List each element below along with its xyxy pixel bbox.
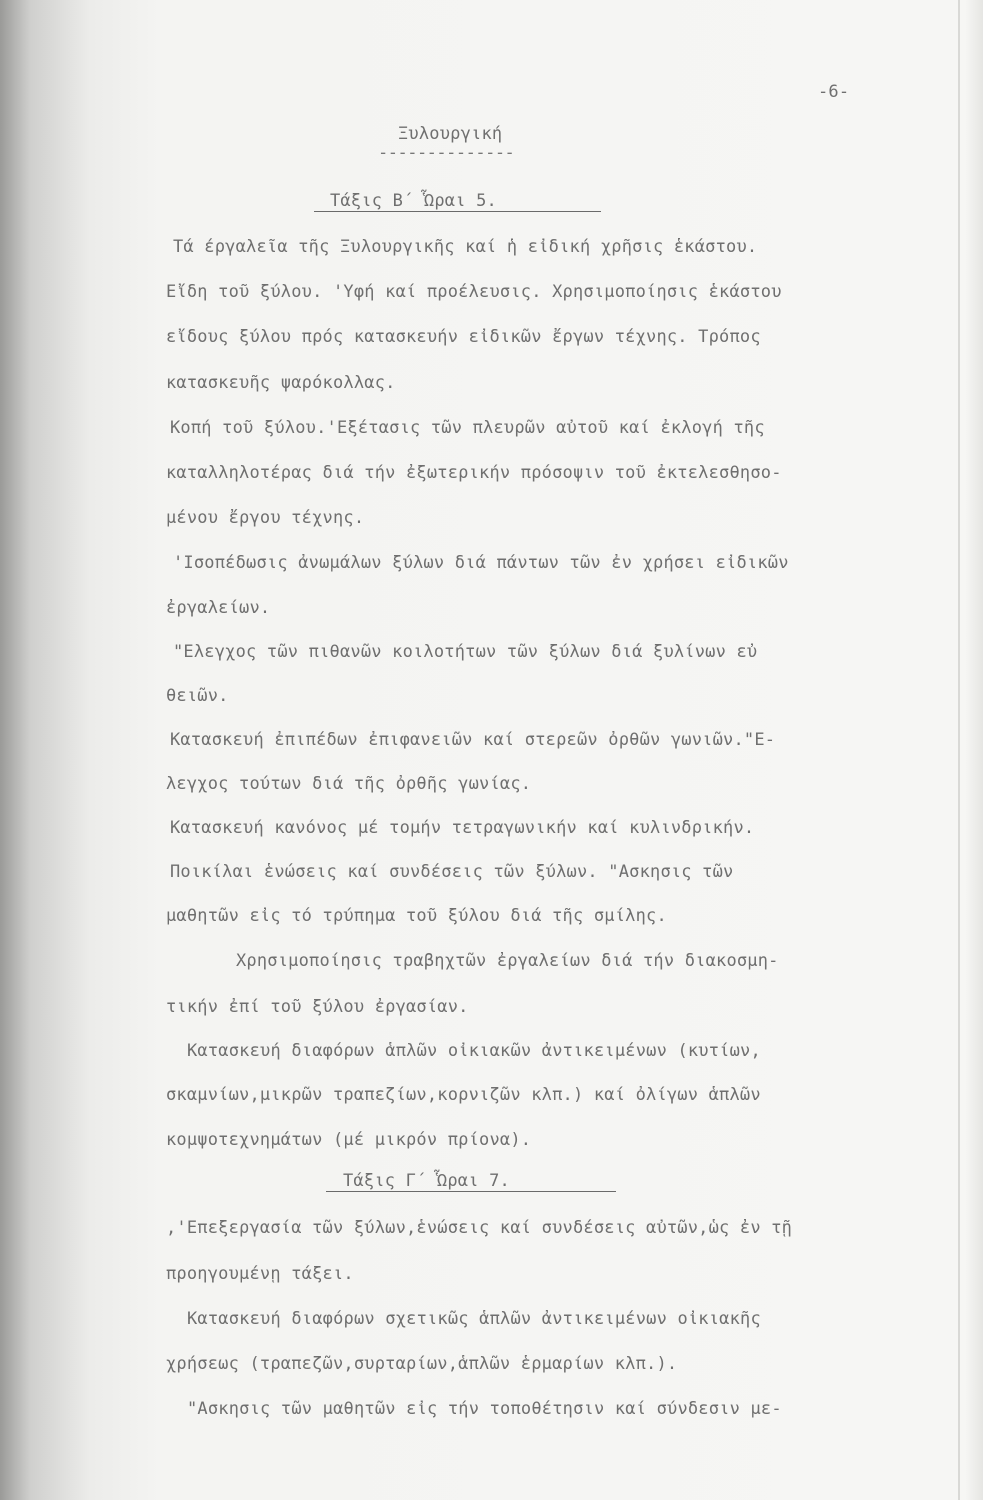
text-line: προηγουμένῃ τάξει. bbox=[166, 1264, 354, 1284]
text-line: "Ελεγχος τῶν πιθανῶν κοιλοτήτων τῶν ξύλων διά ξυλίνων εὐ bbox=[173, 642, 758, 662]
text-line: Ποικίλαι ἑνώσεις καί συνδέσεις τῶν ξύλων. "Ασκησις τῶν bbox=[170, 862, 734, 882]
page-edge-line bbox=[958, 0, 960, 1500]
text-line: τικήν ἐπί τοῦ ξύλου ἐργασίαν. bbox=[166, 997, 469, 1017]
text-line: Κοπή τοῦ ξύλου.'Εξέτασις τῶν πλευρῶν αὐτοῦ καί ἐκλογή τῆς bbox=[170, 418, 765, 438]
text-line: καταλληλοτέρας διά τήν ἐξωτερικήν πρόσοψιν τοῦ ἐκτελεσθησο- bbox=[166, 463, 782, 483]
page-title: Ξυλουργική bbox=[398, 124, 503, 144]
text-line: ἐργαλείων. bbox=[166, 598, 271, 618]
text-line: κομψοτεχνημάτων (μέ μικρόν πρίονα). bbox=[166, 1130, 532, 1150]
text-line: Κατασκευή διαφόρων ἁπλῶν οἰκιακῶν ἀντικειμένων (κυτίων, bbox=[187, 1041, 761, 1061]
text-line: μένου ἔργου τέχνης. bbox=[166, 508, 365, 528]
bleed-through-mark bbox=[420, 600, 720, 602]
title-underline: -------------- bbox=[378, 143, 515, 163]
text-line: εἴδους ξύλου πρός κατασκευήν εἰδικῶν ἔργων τέχνης. Τρόπος bbox=[166, 327, 761, 347]
section-heading-c: Τάξις Γ΄ Ὧραι 7. bbox=[343, 1171, 510, 1191]
text-line: θειῶν. bbox=[166, 686, 229, 706]
text-line: κατασκευῆς ψαρόκολλας. bbox=[166, 373, 396, 393]
section-heading-b-rule bbox=[314, 211, 601, 212]
text-line: Κατασκευή κανόνος μέ τομήν τετραγωνικήν καί κυλινδρικήν. bbox=[170, 818, 755, 838]
text-line: λεγχος τούτων διά τῆς ὀρθῆς γωνίας. bbox=[166, 774, 532, 794]
text-line: Κατασκευή ἐπιπέδων ἐπιφανειῶν καί στερεῶν ὀρθῶν γωνιῶν."Ε- bbox=[170, 730, 776, 750]
text-line: "Ασκησις τῶν μαθητῶν εἰς τήν τοποθέτησιν καί σύνδεσιν με- bbox=[187, 1399, 782, 1419]
text-line: Τά έργαλεῖα τῆς Ξυλουργικῆς καί ἡ εἰδική χρῆσις ἑκάστου. bbox=[173, 237, 758, 257]
page-edge-shadow bbox=[965, 0, 983, 1500]
section-heading-c-rule bbox=[326, 1191, 616, 1192]
text-line: σκαμνίων,μικρῶν τραπεζίων,κορνιζῶν κλπ.) καί ὀλίγων ἁπλῶν bbox=[166, 1085, 761, 1105]
text-line: Χρησιμοποίησις τραβηχτῶν ἐργαλείων διά τήν διακοσμη- bbox=[236, 951, 779, 971]
text-line: 'Ισοπέδωσις ἀνωμάλων ξύλων διά πάντων τῶν ἐν χρήσει εἰδικῶν bbox=[173, 553, 789, 573]
page-number: -6- bbox=[818, 82, 850, 102]
text-line: χρήσεως (τραπεζῶν,συρταρίων,ἁπλῶν ἑρμαρίων κλπ.). bbox=[166, 1354, 678, 1374]
text-line: ,'Επεξεργασία τῶν ξύλων,ἑνώσεις καί συνδέσεις αὐτῶν,ὡς ἐν τῇ bbox=[166, 1218, 793, 1238]
text-line: μαθητῶν εἰς τό τρύπημα τοῦ ξύλου διά τῆς σμίλης. bbox=[166, 906, 667, 926]
text-line: Εἴδη τοῦ ξύλου. 'Υφή καί προέλευσις. Χρησιμοποίησις ἑκάστου bbox=[166, 282, 782, 302]
section-heading-b: Τάξις Β΄ Ὧραι 5. bbox=[330, 191, 497, 211]
text-line: Κατασκευή διαφόρων σχετικῶς ἁπλῶν ἀντικειμένων οἰκιακῆς bbox=[187, 1309, 761, 1329]
